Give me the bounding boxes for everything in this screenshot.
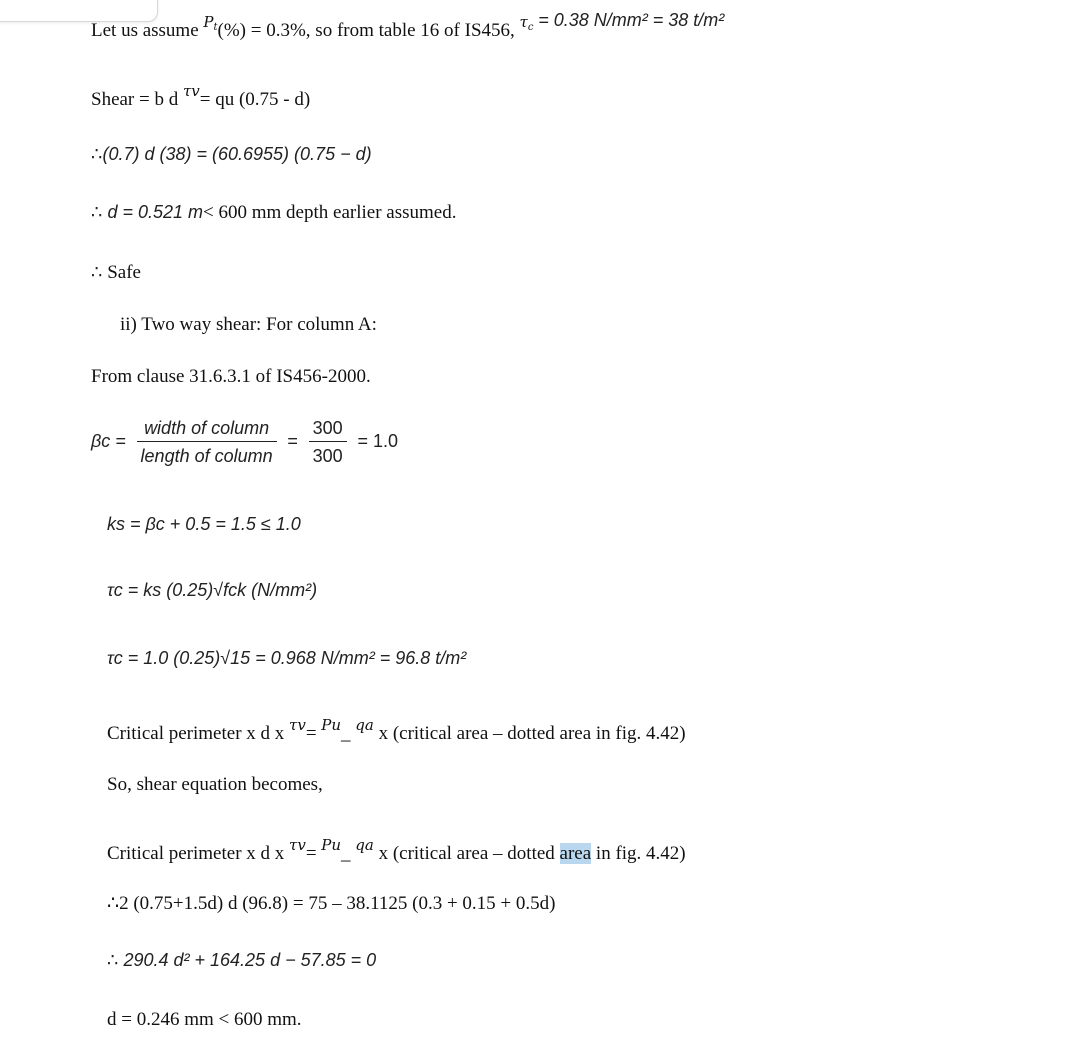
equation-beta-c: βc = $\frac{\text{width of column}}{\text{length of column}}$ = $\frac{300}{300}$ = 1.0: [91, 415, 398, 470]
line-critical-perimeter-2: Critical perimeter x d x $^{\tau v}$= $^{Pu}$_ $^{qa}$ x (critical area – dotted area in fig. 4.42): [107, 836, 686, 864]
fraction-column-ratio: $\frac{\text{width of column}}{\text{length of column}}$: [137, 415, 277, 470]
equation-ks: ks = βc + 0.5 = 1.5 ≤ 1.0: [107, 514, 301, 534]
symbol-pt: P: [203, 13, 214, 31]
symbol-tau-c: τ: [519, 13, 528, 31]
equation-shear-substituted: ∴(0.7) d (38) = (60.6955) (0.75 − d): [91, 144, 372, 164]
selected-text-highlight[interactable]: area: [559, 843, 592, 864]
line-assume-pt: Let us assume $^{Pt}$(%) = 0.3%, so from table 16 of IS456, $^{\tau c}$ = 0.38 N/mm² = 38 t/m²: [91, 10, 725, 41]
fraction-300-300: $\frac{300}{300}$: [309, 415, 347, 470]
equation-perimeter-expanded: ∴2 (0.75+1.5d) d (96.8) = 75 – 38.1125 (0.3 + 0.15 + 0.5d): [107, 893, 556, 914]
line-shear-equation: Shear = b d $^{\tau v}$= qu (0.75 - d): [91, 82, 311, 110]
line-depth-result: ∴ d = 0.521 m< 600 mm depth earlier assumed.: [91, 202, 457, 223]
symbol-tau-v: τv: [182, 82, 200, 100]
equation-tau-c-formula: τc = ks (0.25)√fck (N/mm²): [107, 580, 318, 600]
line-final-depth: d = 0.246 mm < 600 mm.: [107, 1009, 302, 1030]
line-clause-reference: From clause 31.6.3.1 of IS456-2000.: [91, 366, 371, 387]
heading-two-way-shear: ii) Two way shear: For column A:: [120, 314, 377, 335]
line-critical-perimeter-1: Critical perimeter x d x $^{\tau v}$= $^{Pu}$_ $^{qa}$ x (critical area – dotted area in fig. 4.42): [107, 716, 686, 744]
equation-quadratic: ∴ 290.4 d² + 164.25 d − 57.85 = 0: [107, 950, 377, 970]
equation-tau-c-numeric: τc = 1.0 (0.25)√15 = 0.968 N/mm² = 96.8 t/m²: [107, 648, 467, 668]
equation-tau-c-value: = 0.38 N/mm² = 38 t/m²: [538, 10, 725, 30]
line-safe: ∴ Safe: [91, 262, 141, 283]
line-shear-equation-becomes: So, shear equation becomes,: [107, 774, 323, 795]
